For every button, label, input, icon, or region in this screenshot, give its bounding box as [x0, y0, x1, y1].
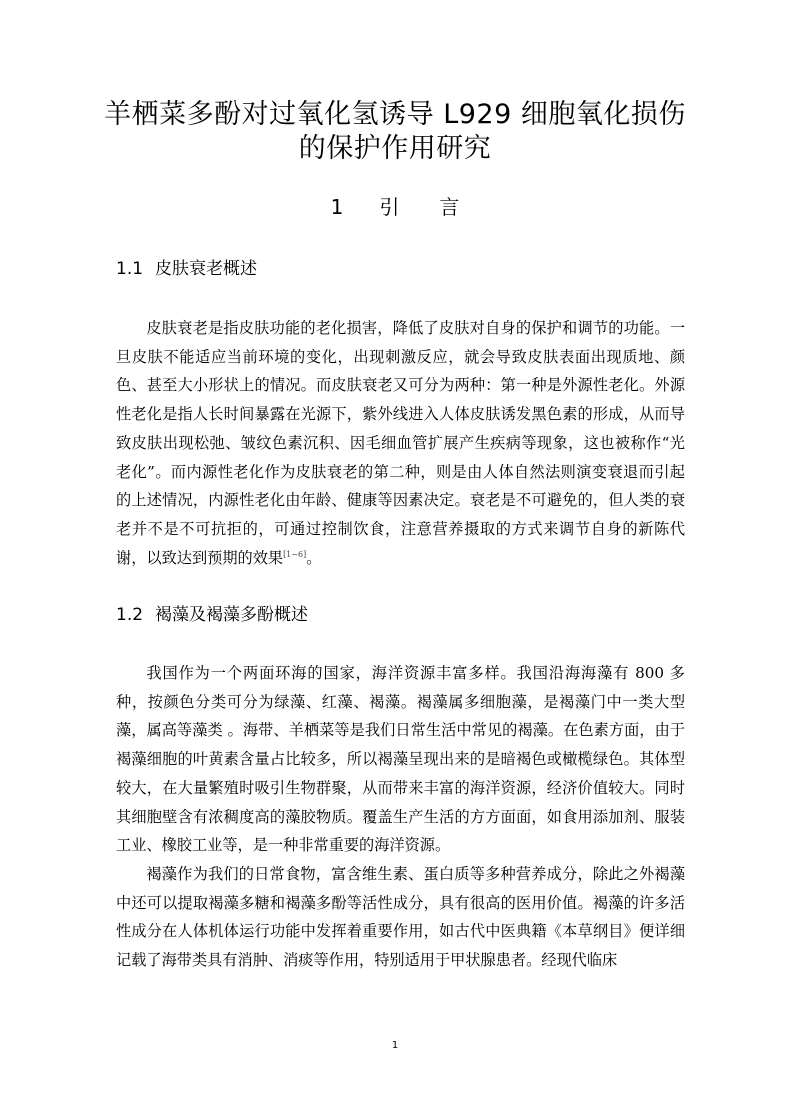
paper-title: 羊栖菜多酚对过氧化氢诱导 L929 细胞氧化损伤的保护作用研究	[104, 99, 686, 164]
page-number: 1	[391, 1040, 399, 1051]
paragraph-text: 褐藻作为我们的日常食物，富含维生素、蛋白质等多种营养成分，除此之外褐藻中还可以提取褐藻多糖和褐藻多酚等活性成分，具有很高的医用价值。褐藻的许多活性成分在人体机体运行功能中发挥着重要作用，如古代中医典籍《本草纲目》便详细记载了海带类具有消肿、消痰等作用，特别适用于甲状腺患者。经现代临床	[116, 865, 685, 970]
section-number: 1.1	[116, 259, 144, 279]
paragraph-text: 皮肤衰老是指皮肤功能的老化损害，降低了皮肤对自身的保护和调节的功能。一旦皮肤不能适应当前环境的变化，出现刺激反应，就会导致皮肤表面出现质地、颜色、甚至大小形状上的情况。而皮肤衰老又可分为两种：第一种是外源性老化。外源性老化是指人长时间暴露在光源下，紫外线进入人体皮肤诱发黑色素的形成，从而导致皮肤出现松弛、皱纹色素沉积、因毛细血管扩展产生疾病等现象，这也被称作“光老化”。而内源性老化作为皮肤衰老的第二种，则是由人体自然法则演变衰退而引起的上述情况，内源性老化由年龄、健康等因素决定。衰老是不可避免的，但人类的衰老并不是不可抗拒的，可通过控制饮食，注意营养摄取的方式来调节自身的新陈代谢，以致达到预期的效果	[116, 319, 685, 567]
section-heading-1-2	[116, 604, 308, 626]
paragraph-text: 我国作为一个两面环海的国家，海洋资源丰富多样。我国沿海海藻有 800 多种，按颜色分类可分为绿藻、红藻、褐藻。褐藻属多细胞藻，是褐藻门中一类大型藻，属高等藻类 。海带、羊栖菜等是我们日常生活中常见的褐藻。在色素方面，由于褐藻细胞的叶黄素含量占比较多，所以褐藻呈现出来的是暗褐色或橄榄绿色。其体型较大，在大量繁殖时吸引生物群聚，从而带来丰富的海洋资源，经济价值较大。同时其细胞壁含有浓稠度高的藻胶物质。覆盖生产生活的方方面面，如食用添加剂、服装工业、橡胶工业等，是一种非常重要的海洋资源。	[116, 664, 685, 855]
chapter-heading	[0, 194, 790, 220]
chapter-number: 1	[330, 195, 344, 219]
citation-ref[interactable]: [1~6]	[283, 549, 307, 559]
paragraph-algae-value	[116, 860, 685, 975]
section-heading-1-1	[116, 258, 257, 280]
paragraph-tail: 。	[306, 548, 322, 567]
section-number: 1.2	[116, 605, 144, 625]
chapter-title: 引 言	[379, 195, 460, 219]
section-title: 褐藻及褐藻多酚概述	[155, 605, 309, 625]
paragraph-skin-aging	[116, 314, 685, 572]
section-title: 皮肤衰老概述	[155, 259, 258, 279]
paragraph-brown-algae	[116, 659, 685, 860]
